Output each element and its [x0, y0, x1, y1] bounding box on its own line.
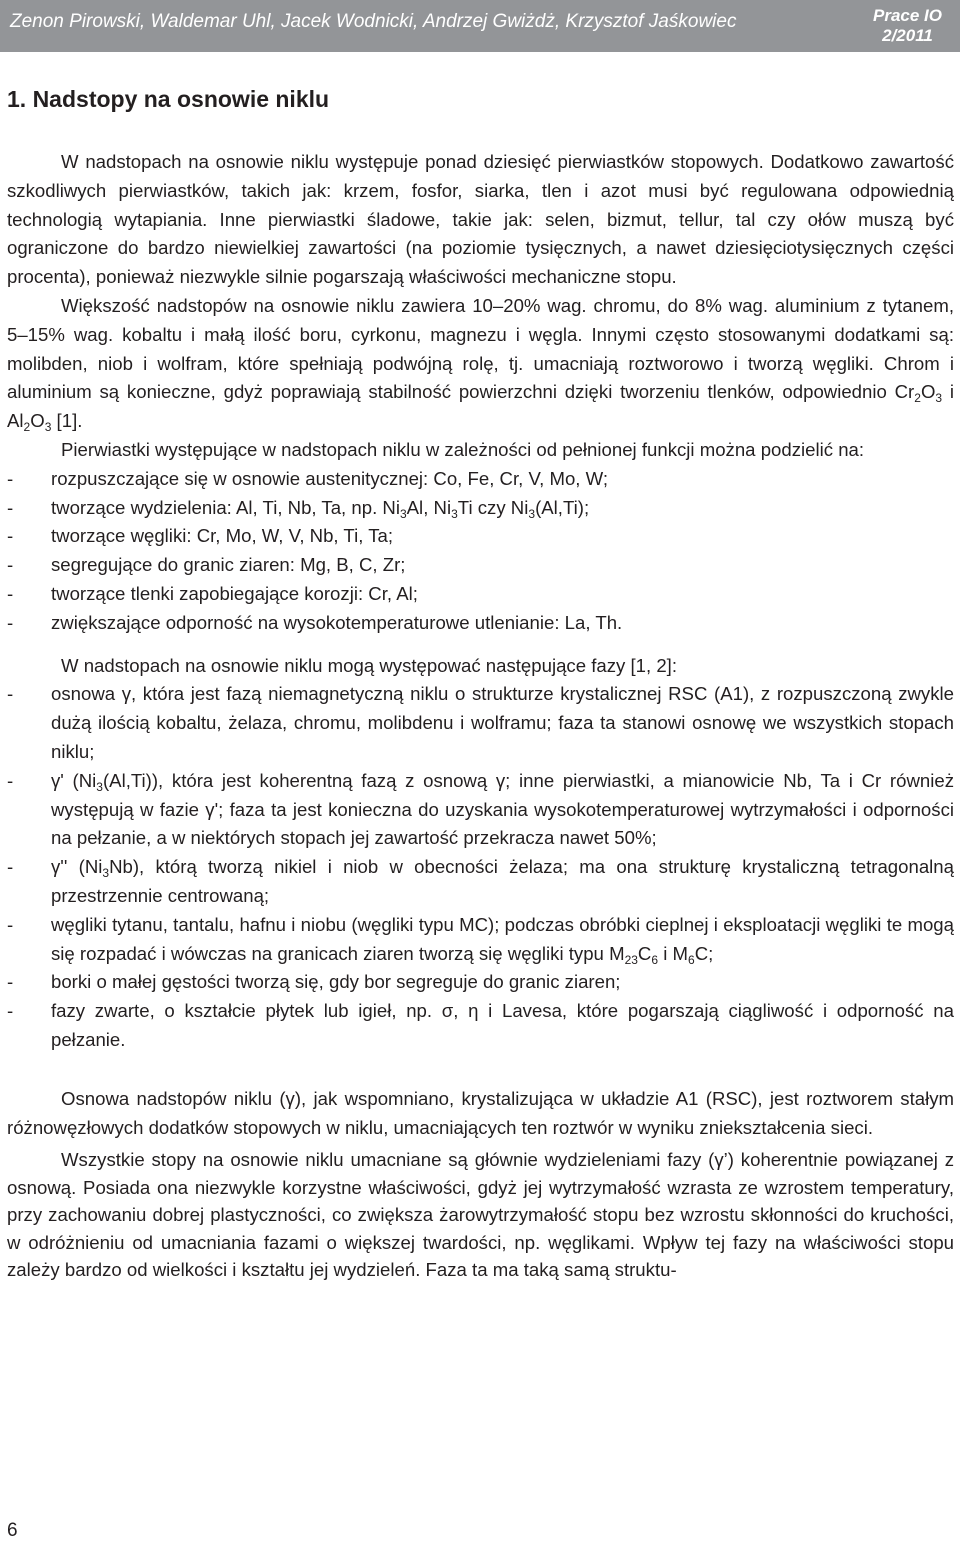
subscript: 3: [44, 420, 52, 435]
header-journal: [873, 6, 942, 46]
element-functions-list: [7, 465, 954, 638]
text-span: O: [920, 381, 936, 403]
subscript: 3: [451, 506, 458, 521]
list-item: - rozpuszczające się w osnowie austenitycznej: Co, Fe, Cr, V, Mo, W;: [7, 465, 954, 494]
subscript: 3: [96, 779, 103, 794]
paragraph-phases-intro: W nadstopach na osnowie niklu mogą występować następujące fazy [1, 2]:: [61, 654, 678, 676]
subscript: 23: [624, 952, 638, 967]
list-item: - tworzące tlenki zapobiegające korozji: Cr, Al;: [7, 580, 954, 609]
text-span: (Al,Ti)), która jest koherentną fazą z osnową γ; inne pierwiastki, a mianowicie Nb, Ta i Cr również występują w fazie γ'; faza ta jest konieczna do uzyskania wysokotemperaturowej wytrzymałości i odporności na pełzanie, a w niektórych stopach jej zawartość przekracza nawet 50%;: [51, 769, 955, 849]
text-span: Ti czy Ni: [457, 496, 529, 518]
subscript: 3: [399, 506, 407, 521]
subscript: 3: [528, 506, 536, 521]
paragraph-composition: [7, 292, 954, 436]
text-span: [1].: [51, 410, 83, 432]
paragraph-matrix: Osnowa nadstopów niklu (γ), jak wspomniano, krystalizująca w układzie A1 (RSC), jest roztworem stałym różnowęzłowych dodatków stopowych w niklu, umacniających ten roztwór w wyniku zniekształcenia sieci.: [7, 1087, 954, 1138]
subscript: 2: [23, 420, 31, 435]
list-item: - tworzące węgliki: Cr, Mo, W, V, Nb, Ti, Ta;: [7, 522, 954, 551]
journal-issue: 2/2011: [882, 26, 933, 45]
journal-name: Prace IO: [873, 6, 942, 25]
list-item: - segregujące do granic ziaren: Mg, B, C, Zr;: [7, 551, 954, 580]
page-number: 6: [7, 1520, 18, 1541]
list-item: [7, 911, 954, 969]
subscript: 3: [935, 391, 943, 406]
paragraph-impurities: W nadstopach na osnowie niklu występuje ponad dziesięć pierwiastków stopowych. Dodatkowo zawartość szkodliwych pierwiastków, takich jak: krzem, fosfor, siarka, tlen i azot musi być regulowana odpowiednią technologią wytapiania. Inne pierwiastki śladowe, takie jak: selen, bizmut, tellur, tal czy ołów muszą być ograniczone do bardzo niewielkiej zawartości (na poziomie tysięcznych, a nawet dziesięciotysięcznych części procenta), ponieważ niezwykle silnie pogarszają właściwości mechaniczne stopu.: [7, 151, 954, 288]
subscript: 6: [688, 952, 695, 967]
list-item: [7, 494, 954, 523]
text-span: i M: [658, 942, 688, 964]
text-span: C;: [694, 942, 714, 964]
text-span: O: [30, 410, 45, 432]
text-span: Większość nadstopów na osnowie niklu zawiera 10–20% wag. chromu, do 8% wag. aluminium z tytanem, 5–15% wag. kobaltu i małą ilość boru, cyrkonu, magnezu i węgla. Innymi często stosowanymi dodatkami są: molibden, niob i wolfram, które spełniają podwójną rolę, tj. umacniają roztworowo i tworzą węgliki. Chrom i aluminium są konieczne, gdyż poprawiają stabilność powierzchni dzięki tworzeniu tlenków, odpowiednio Cr: [7, 294, 954, 403]
subscript: 2: [914, 391, 921, 406]
text-span: i Al: [7, 381, 955, 432]
text-span: C: [637, 942, 652, 964]
paragraph-element-functions-intro: Pierwiastki występujące w nadstopach niklu w zależności od pełnionej funkcji można podzielić na:: [61, 438, 865, 460]
list-item: - fazy zwarte, o kształcie płytek lub igieł, np. σ, η i Lavesa, które pogarszają ciągliwość i odporność na pełzanie.: [7, 997, 954, 1055]
list-item: [7, 767, 954, 853]
text-span: γ' (Ni: [51, 769, 97, 791]
article-body: [7, 148, 954, 1284]
list-item: [7, 853, 954, 911]
text-span: tworzące wydzielenia: Al, Ti, Nb, Ta, np. Ni: [51, 496, 400, 518]
subscript: 3: [102, 866, 110, 881]
header-authors: Zenon Pirowski, Waldemar Uhl, Jacek Wodnicki, Andrzej Gwiżdż, Krzysztof Jaśkowiec: [10, 11, 737, 32]
text-span: (Al,Ti);: [535, 496, 590, 518]
running-header: [0, 0, 960, 52]
text-span: Nb), którą tworzą nikiel i niob w obecności żelaza; ma ona strukturę krystaliczną tetragonalną przestrzennie centrowaną;: [51, 856, 954, 906]
paragraph-strengthening: Wszystkie stopy na osnowie niklu umacniane są głównie wydzieleniami fazy (γ’) koherentnie powiązanej z osnową. Posiada ona niezwykle korzystne właściwości, gdyż jej wytrzymałość wzrasta ze wzrostem temperatury, przy zachowaniu dobrej plastyczności, co zwiększa żarowytrzymałość stopu bez wzrostu skłonności do kruchości, w odróżnieniu od umacniania fazami o większej twardości, np. węglikami. Wpływ tej fazy na właściwości stopu zależy bardzo od wielkości i kształtu jej wydzieleń. Faza ta ma taką samą struktu-: [7, 1149, 954, 1281]
phases-list: [7, 680, 954, 1054]
text-span: γ'' (Ni: [51, 856, 103, 878]
subscript: 6: [651, 952, 659, 967]
list-item: - borki o małej gęstości tworzą się, gdy bor segreguje do granic ziaren;: [7, 968, 954, 997]
list-item: - zwiększające odporność na wysokotemperaturowe utlenianie: La, Th.: [7, 609, 954, 638]
list-item: - osnowa γ, która jest fazą niemagnetyczną niklu o strukturze krystalicznej RSC (A1), z rozpuszczoną zwykle dużą ilością kobaltu, żelaza, chromu, molibdenu i wolframu; faza ta stanowi osnowę we wszystkich stopach niklu;: [7, 680, 954, 766]
text-span: węgliki tytanu, tantalu, hafnu i niobu (węgliki typu MC); podczas obróbki cieplnej i eksploatacji węgliki te mogą się rozpadać i wówczas na granicach ziaren tworzą się węgliki typu M: [51, 913, 954, 964]
section-title: 1. Nadstopy na osnowie niklu: [7, 86, 330, 112]
text-span: Al, Ni: [406, 496, 452, 518]
